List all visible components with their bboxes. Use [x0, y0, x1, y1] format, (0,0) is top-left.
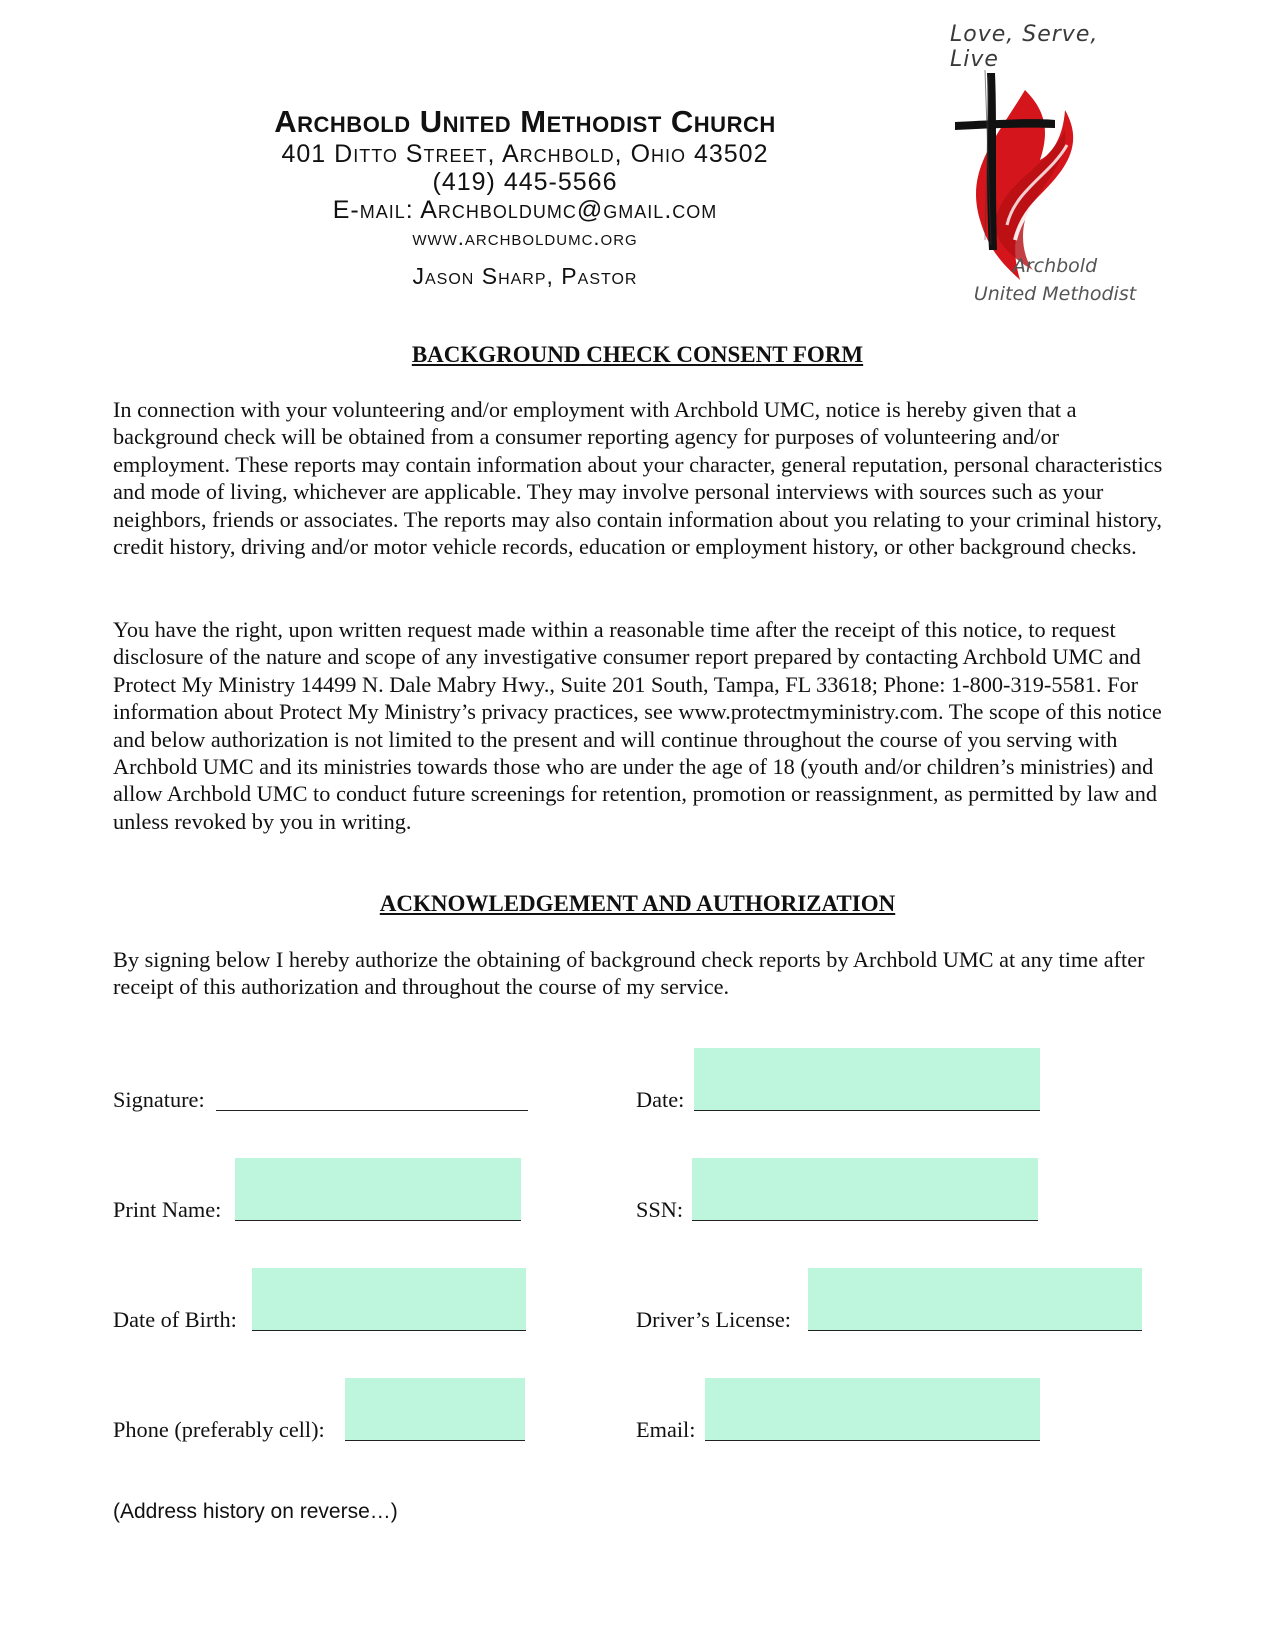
phone-label: Phone (preferably cell):	[113, 1417, 325, 1442]
ssn-line	[692, 1220, 1038, 1221]
pastor-name: Jason Sharp, Pastor	[412, 263, 638, 289]
church-address: 401 Ditto Street, Archbold, Ohio 43502	[281, 140, 769, 168]
phone-field[interactable]	[345, 1378, 525, 1440]
dob-line	[252, 1330, 526, 1331]
ssn-field[interactable]	[692, 1158, 1038, 1220]
logo-caption	[940, 252, 1170, 308]
acknowledgement-title: ACKNOWLEDGEMENT AND AUTHORIZATION	[379, 891, 896, 916]
email-field[interactable]	[705, 1378, 1040, 1440]
letterhead	[180, 104, 870, 290]
print-name-line	[235, 1220, 521, 1221]
email-line	[705, 1440, 1040, 1441]
dob-field[interactable]	[252, 1268, 526, 1330]
signature-line[interactable]	[216, 1110, 528, 1111]
authorization-paragraph: By signing below I hereby authorize the obtaining of background check reports by Archbold UMC at any time after receipt of this authorization and throughout the course of my service.	[113, 947, 1145, 1000]
address-history-note: (Address history on reverse…)	[113, 1500, 398, 1523]
rights-paragraph: You have the right, upon written request made within a reasonable time after the receipt of this notice, to request disclosure of the nature and scope of any investigative consumer report prepared by contacting Archbold UMC and Protect My Ministry 14499 N. Dale Mabry Hwy., Suite 201 South, Tampa, FL 33618; Phone: 1-800-319-5581. For information about Protect My Ministry’s privacy practices, see www.protectmyministry.com. The scope of this notice and below authorization is not limited to the present and will continue throughout the course of you serving with Archbold UMC and its ministries towards those who are under the age of 18 (youth and/or children’s ministries) and allow Archbold UMC to conduct future screenings for retention, promotion or reassignment, as permitted by law and unless revoked by you in writing.	[113, 617, 1162, 834]
notice-paragraph: In connection with your volunteering and/or employment with Archbold UMC, notice is hereby given that a background check will be obtained from a consumer reporting agency for purposes of volunteering and/or employment. These reports may contain information about your character, general reputation, personal characteristics and mode of living, whichever are applicable. They may involve personal interviews with sources such as your neighbors, friends or associates. The reports may also contain information about you relating to your criminal history, credit history, driving and/or motor vehicle records, education or employment history, or other background checks.	[113, 397, 1163, 560]
date-label: Date:	[636, 1087, 685, 1112]
logo-caption-line2: United Methodist	[973, 283, 1137, 305]
church-email: E-mail: Archboldumc@gmail.com	[332, 196, 718, 224]
drivers-license-field[interactable]	[808, 1268, 1142, 1330]
church-phone: (419) 445-5566	[432, 168, 618, 196]
date-line	[694, 1110, 1040, 1111]
signature-label: Signature:	[113, 1087, 205, 1112]
drivers-license-label: Driver’s License:	[636, 1307, 791, 1332]
date-field[interactable]	[694, 1048, 1040, 1110]
email-label: Email:	[636, 1417, 696, 1442]
drivers-license-line	[808, 1330, 1142, 1331]
tagline: Love, Serve, Live	[950, 22, 1099, 72]
dob-label: Date of Birth:	[113, 1307, 237, 1332]
phone-line	[345, 1440, 525, 1441]
church-name: Archbold United Methodist Church	[274, 104, 776, 139]
print-name-label: Print Name:	[113, 1197, 222, 1222]
ssn-label: SSN:	[636, 1197, 684, 1222]
logo-caption-line1: Archbold	[1012, 255, 1098, 277]
church-website: www.archboldumc.org	[412, 225, 638, 250]
form-title: BACKGROUND CHECK CONSENT FORM	[411, 342, 864, 367]
print-name-field[interactable]	[235, 1158, 521, 1220]
